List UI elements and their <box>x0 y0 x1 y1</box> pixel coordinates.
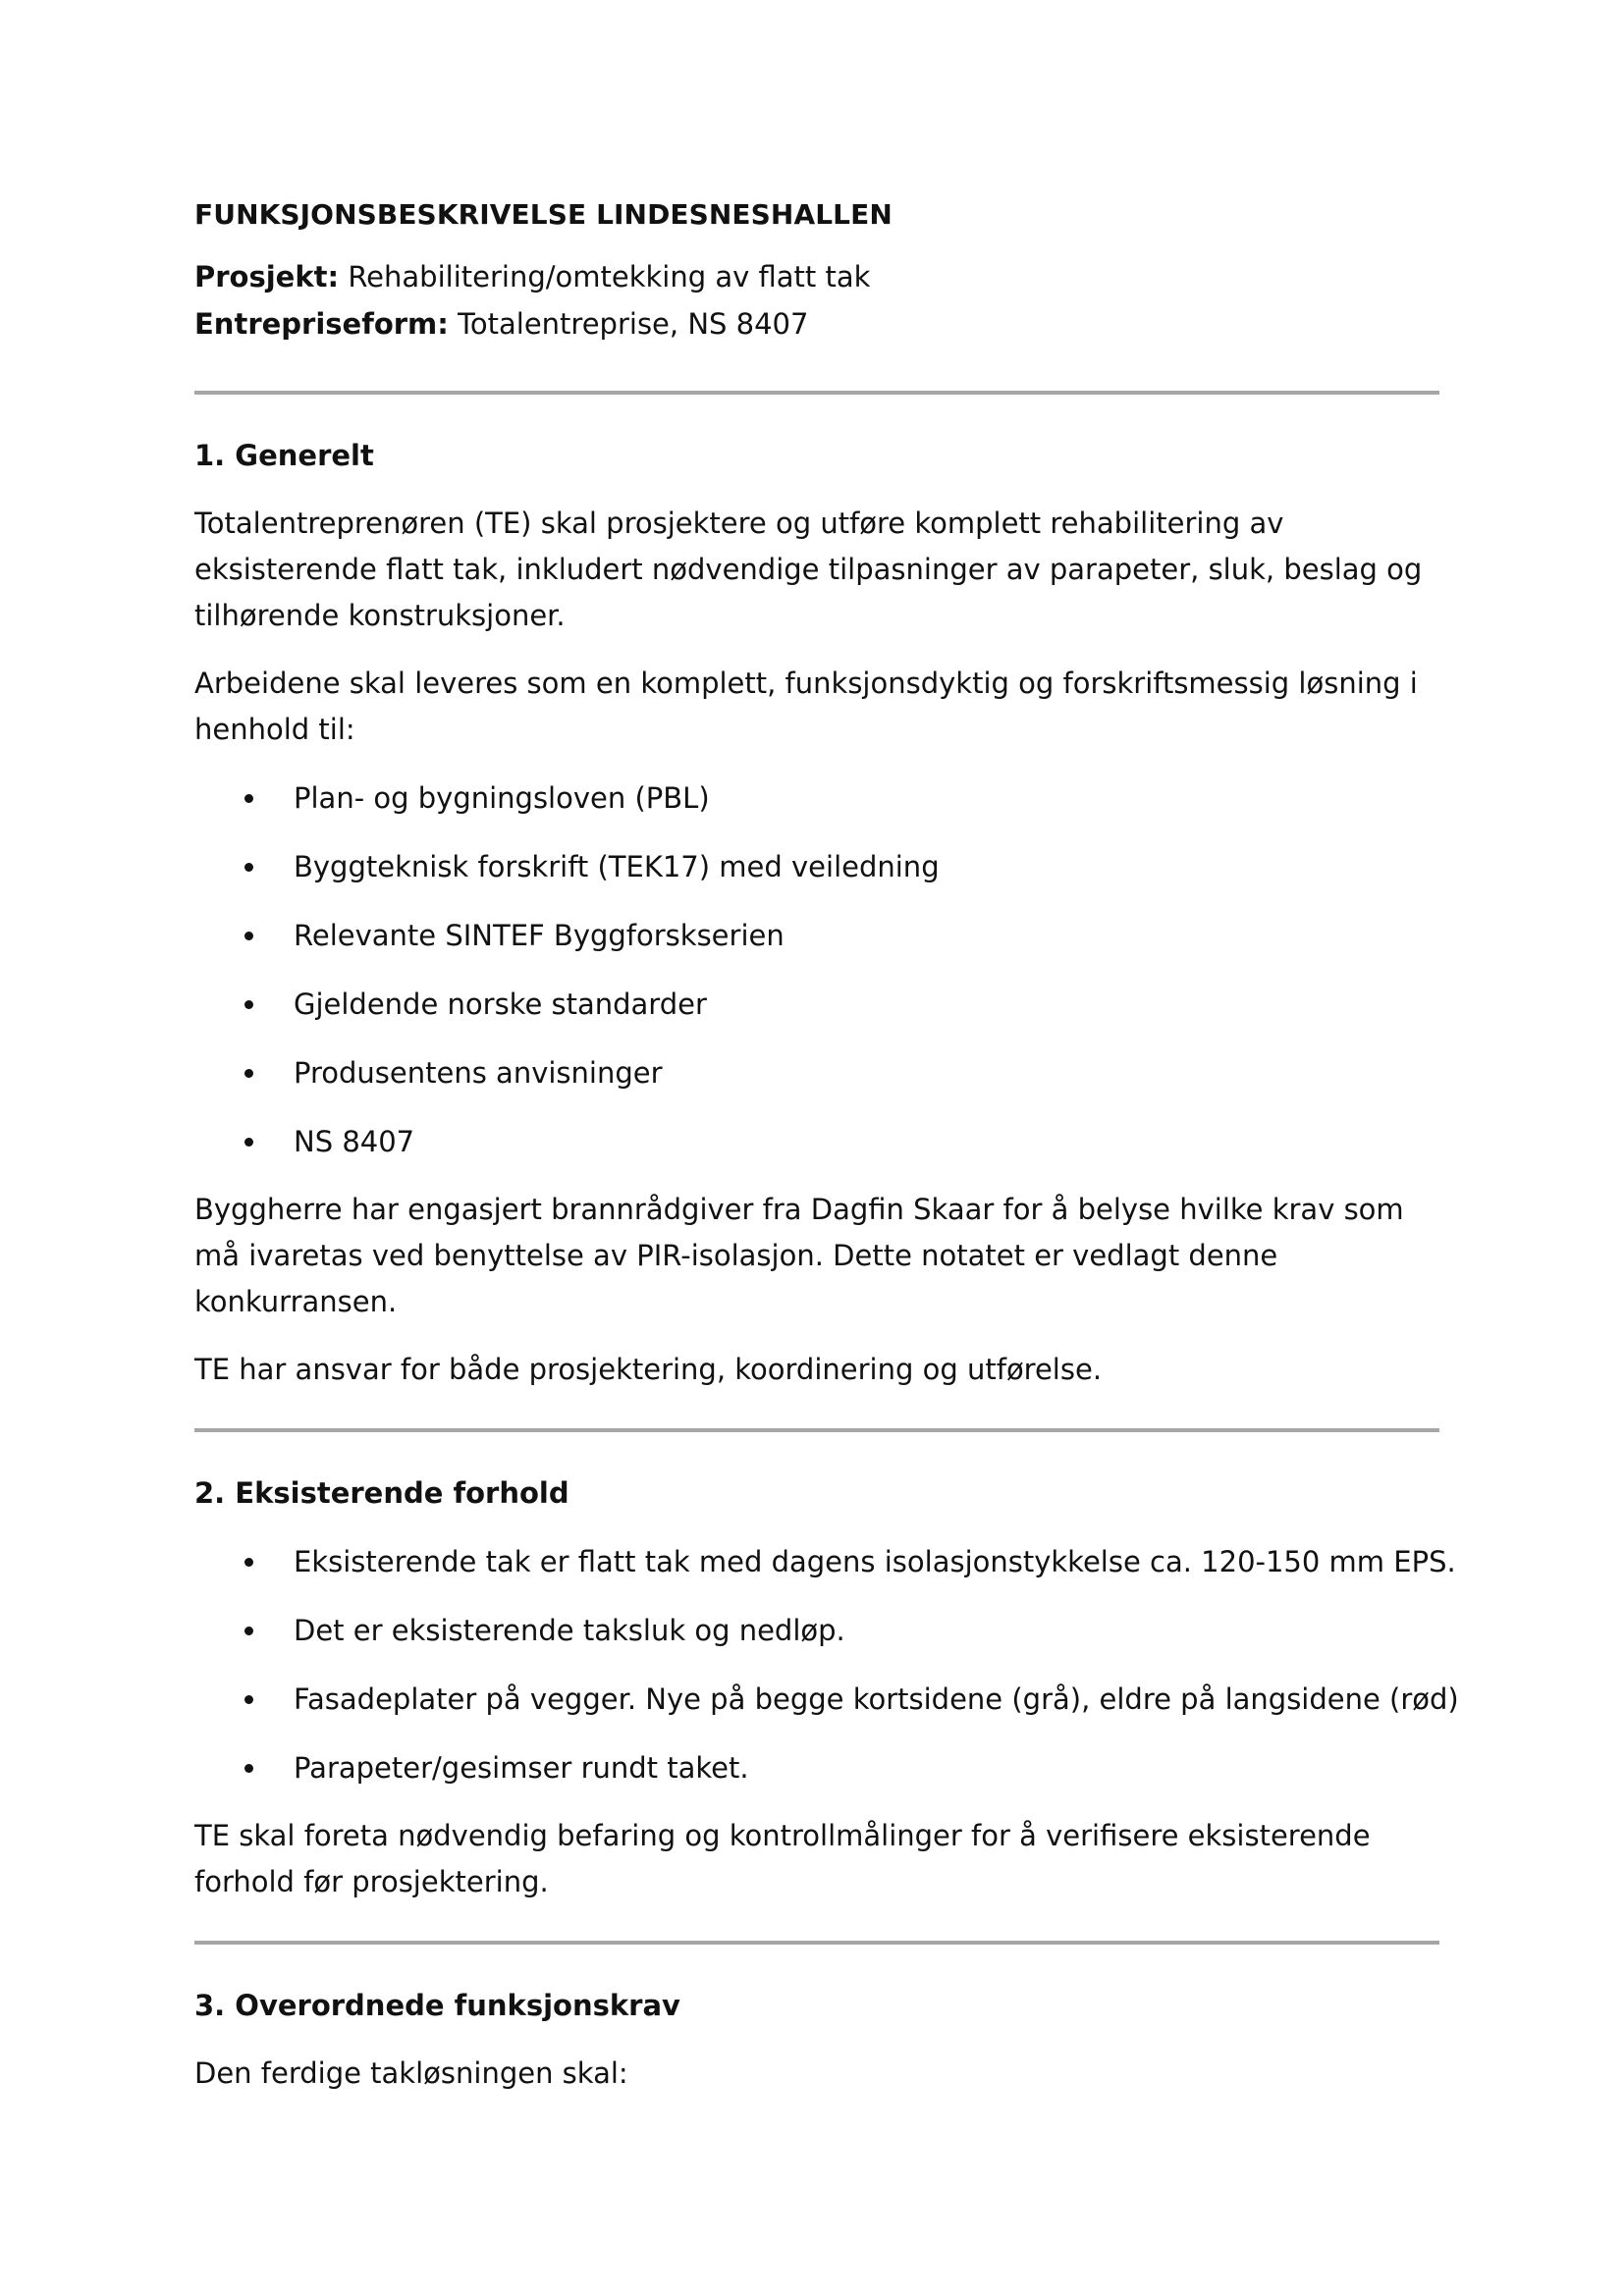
project-line <box>194 253 1439 300</box>
list-item <box>194 1676 1459 1723</box>
project-meta <box>194 253 1439 347</box>
list-item-text: Plan- og bygningsloven (PBL) <box>294 781 710 815</box>
list-item <box>194 1118 1439 1165</box>
list-item-text: Produsentens anvisninger <box>294 1056 663 1090</box>
document-title: FUNKSJONSBESKRIVELSE LINDESNESHALLEN <box>194 198 893 231</box>
list-item <box>194 843 1439 890</box>
list-item <box>194 1607 1439 1654</box>
list-item <box>194 981 1439 1028</box>
section-heading: 1. Generelt <box>194 439 374 472</box>
bullet-icon <box>244 932 253 940</box>
paragraph: TE har ansvar for både prosjektering, koordinering og utførelse. <box>194 1353 1103 1386</box>
list-item <box>194 1744 1439 1791</box>
section-heading: 2. Eksisterende forhold <box>194 1476 569 1510</box>
bullet-icon <box>244 1695 253 1704</box>
section-heading: 3. Overordnede funksjonskrav <box>194 1989 680 2022</box>
list-item-text: Relevante SINTEF Byggforskserien <box>294 919 785 952</box>
list-item-text: Det er eksisterende taksluk og nedløp. <box>294 1614 845 1647</box>
list-item-text: Byggteknisk forskrift (TEK17) med veiledning <box>294 850 940 883</box>
list-item-text: Gjeldende norske standarder <box>294 988 707 1021</box>
section-divider <box>194 391 1439 395</box>
paragraph: Byggherre har engasjert brannrådgiver fra Dagfin Skaar for å belyse hvilke krav som må ivaretas ved benyttelse av PIR-isolasjon. Dette notatet er vedlagt denne konkurransen. <box>194 1193 1404 1318</box>
contract-form-line <box>194 300 1439 347</box>
document-page <box>194 188 1459 2118</box>
list-item <box>194 1538 1456 1585</box>
section-eksisterende-forhold <box>194 1469 1459 1905</box>
bullet-icon <box>244 1000 253 1009</box>
paragraph: Arbeidene skal leveres som en komplett, funksjonsdyktig og forskriftsmessig løsning i henhold til: <box>194 667 1418 746</box>
project-label: Prosjekt: <box>194 260 340 294</box>
regulation-list <box>194 774 1439 1165</box>
existing-conditions-list <box>194 1538 1459 1791</box>
list-item-text: NS 8407 <box>294 1125 415 1158</box>
list-item-text: Parapeter/gesimser rundt taket. <box>294 1751 749 1785</box>
paragraph: Den ferdige takløsningen skal: <box>194 2056 628 2090</box>
bullet-icon <box>244 1627 253 1635</box>
list-item <box>194 1049 1439 1096</box>
bullet-icon <box>244 1764 253 1773</box>
list-item <box>194 912 1439 959</box>
paragraph: Totalentreprenøren (TE) skal prosjektere og utføre komplett rehabilitering av eksisterende flatt tak, inkludert nødvendige tilpasninger av parapeter, sluk, beslag og tilhørende konstruksjoner. <box>194 507 1423 632</box>
section-overordnede-funksjonskrav <box>194 1982 1439 2097</box>
section-divider <box>194 1428 1439 1432</box>
contract-form-label: Entrepriseform: <box>194 307 449 341</box>
bullet-icon <box>244 794 253 803</box>
section-generelt <box>194 432 1439 1393</box>
bullet-icon <box>244 1069 253 1078</box>
paragraph: TE skal foreta nødvendig befaring og kontrollmålinger for å verifisere eksisterende forhold før prosjektering. <box>194 1819 1371 1898</box>
list-item-text: Fasadeplater på vegger. Nye på begge kortsidene (grå), eldre på langsidene (rød) <box>294 1682 1459 1716</box>
project-value: Rehabilitering/omtekking av flatt tak <box>339 260 871 294</box>
bullet-icon <box>244 1138 253 1147</box>
list-item-text: Eksisterende tak er flatt tak med dagens isolasjonstykkelse ca. 120-150 mm EPS. <box>294 1545 1456 1578</box>
bullet-icon <box>244 1558 253 1567</box>
contract-form-value: Totalentreprise, NS 8407 <box>448 307 809 341</box>
section-divider <box>194 1941 1439 1945</box>
bullet-icon <box>244 863 253 872</box>
list-item <box>194 774 1439 822</box>
